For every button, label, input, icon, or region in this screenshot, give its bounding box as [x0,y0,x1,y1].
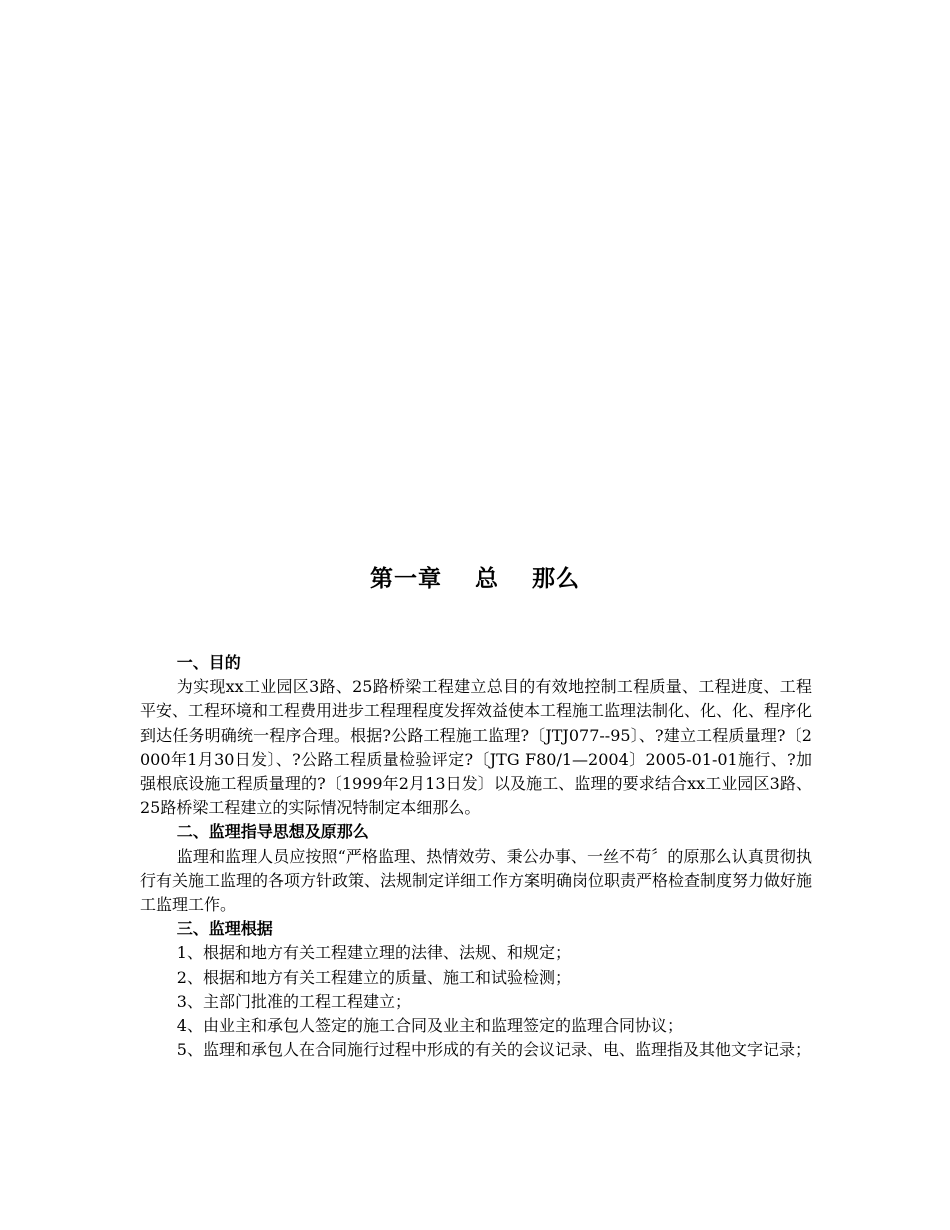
list-item-basis-4: 4、由业主和承包人签定的施工合同及业主和监理签定的监理合同协议； [176,1016,683,1036]
paragraph-guiding-principles: 监理和监理人员应按照“严格监理、热情效劳、秉公办事、一丝不苟〞的原那么认真贯彻执行有关施工监理的各项方针政策、法规制定详细工作方案明确岗位职责严格检查制度努力做好施工监理工作。 [140,846,813,915]
list-item-basis-5: 5、监理和承包人在合同施行过程中形成的有关的会议记录、电、监理指及其他文字记录； [176,1040,811,1060]
list-item-basis-3: 3、主部门批准的工程工程建立； [176,991,411,1011]
section-heading-purpose: 一、目的 [176,653,241,672]
document-body [140,651,812,1062]
paragraph-purpose: 为实现xx工业园区3路、25路桥梁工程建立总目的有效地控制工程质量、工程进度、工程平安、工程环境和工程费用进步工程理程度发挥效益使本工程施工监理法制化、化、化、程序化到达任务明确统一程序合理。根据?公路工程施工监理?〔JTJ077--95〕、?建立工程质量理?〔2000年1月30日发〕、?公路工程质量检验评定?〔JTG F80/1—2004〕2005-01-01施行、?加强根底设施工程质量理的?〔1999年2月13日发〕以及施工、监理的要求结合xx工业园区3路、25路桥梁工程建立的实际情况特制定本细那么。 [140,677,813,818]
list-item-basis-2: 2、根据和地方有关工程建立的质量、施工和试验检测； [176,967,571,987]
chapter-title: 第一章 总 那么 [369,566,580,592]
section-heading-guiding-principles: 二、监理指导思想及原那么 [176,822,369,842]
section-heading-basis: 三、监理根据 [176,919,273,939]
list-item-basis-1: 1、根据和地方有关工程建立理的法律、法规、和规定； [176,943,571,963]
